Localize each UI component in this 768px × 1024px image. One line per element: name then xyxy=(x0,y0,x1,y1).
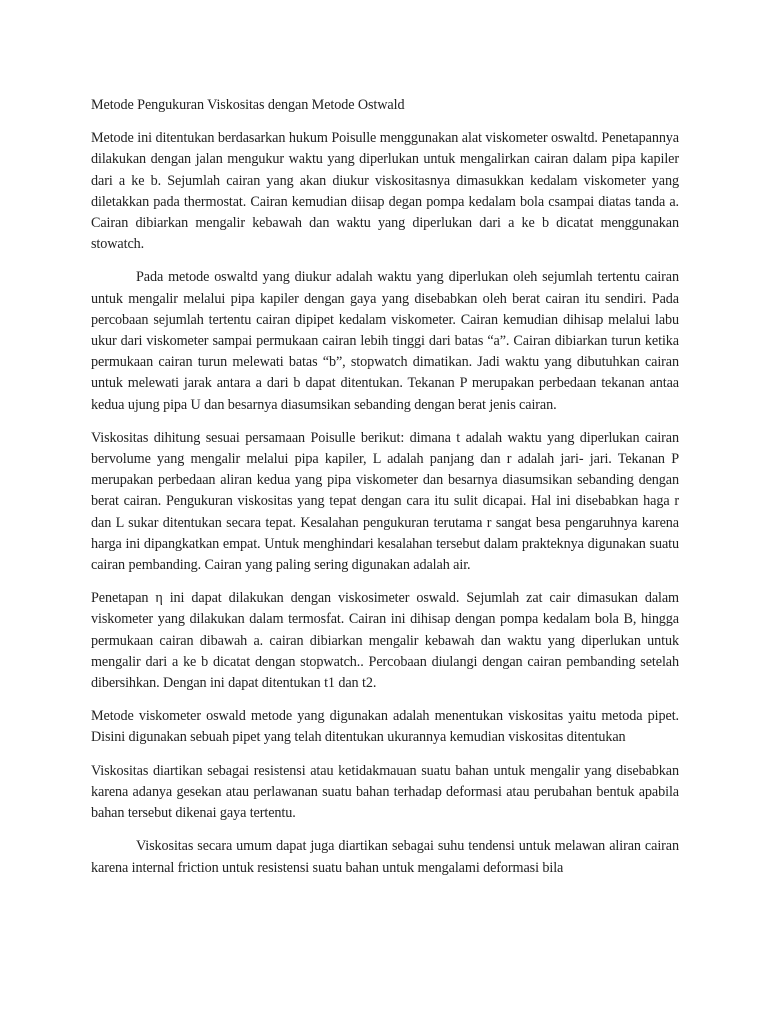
paragraph-viscosity-definition: Viskositas diartikan sebagai resistensi atau ketidakmauan suatu bahan untuk mengalir yang disebabkan karena adanya gesekan atau perlawanan suatu bahan terhadap deformasi atau perubahan bentuk apabila bahan tersebut dikenai gaya tertentu. xyxy=(91,762,679,822)
paragraph-ostwald-principle: Metode ini ditentukan berdasarkan hukum Poisulle menggunakan alat viskometer oswaltd. Penetapannya dilakukan dengan jalan mengukur waktu yang diperlukan untuk mengalirkan cairan dalam pipa kapiler dari a ke b. Sejumlah cairan yang akan diukur viskositasnya dimasukkan kedalam viskometer yang diletakkan pada thermostat. Cairan kemudian diisap degan pompa kedalam bola csampai diatas tanda a. Cairan dibiarkan mengalir kebawah dan waktu yang diperlukan dari a ke b dicatat menggunakan stowatch. xyxy=(91,130,679,253)
paragraph-eta-determination: Penetapan η ini dapat dilakukan dengan viskosimeter oswald. Sejumlah zat cair dimasukan dalam viskometer yang dilakukan dalam termosfat. Cairan ini dihisap dengan pompa kedalam bola B, hingga permukaan cairan dibawah a. cairan dibiarkan mengalir kebawah dan waktu yang diperlukan untuk mengalir dari a ke b dicatat dengan stopwatch.. Percobaan diulangi dengan cairan pembanding setelah dibersihkan. Dengan ini dapat ditentukan t1 dan t2. xyxy=(91,590,679,692)
paragraph-poiseuille-equation: Viskositas dihitung sesuai persamaan Poisulle berikut: dimana t adalah waktu yang diperlukan cairan bervolume yang mengalir melalui pipa kapiler, L adalah panjang dan r adalah jari- jari. Tekanan P merupakan perbedaan aliran kedua yang pipa viskometer dan besarnya diasumsikan sebanding dengan berat cairan. Pengukuran viskositas yang tepat dengan cara itu sulit dicapai. Hal ini disebabkan haga r dan L sukar ditentukan secara tepat. Kesalahan pengukuran terutama r sangat besa pengaruhnya karena harga ini dipangkatkan empat. Untuk menghindari kesalahan tersebut dalam prakteknya digunakan suatu cairan pembanding. Cairan yang paling sering digunakan adalah air. xyxy=(91,429,679,574)
paragraph-viscosity-general: Viskositas secara umum dapat juga diartikan sebagai suhu tendensi untuk melawan aliran cairan karena internal friction untuk resistensi suatu bahan untuk mengalami deformasi bila xyxy=(91,838,679,876)
paragraph-ostwald-procedure: Pada metode oswaltd yang diukur adalah waktu yang diperlukan oleh sejumlah tertentu cairan untuk mengalir melalui pipa kapiler dengan gaya yang disebabkan oleh berat cairan itu sendiri. Pada percobaan sejumlah tertentu cairan dipipet kedalam viskometer. Cairan kemudian dihisap melalui labu ukur dari viskometer sampai permukaan cairan lebih tinggi dari batas “a”. Cairan dibiarkan turun ketika permukaan cairan turun melewati batas “b”, stopwatch dimatikan. Jadi waktu yang dibutuhkan cairan untuk melewati jarak antara a dari b dapat ditentukan. Tekanan P merupakan perbedaan tekanan antaa kedua ujung pipa U dan besarnya diasumsikan sebanding dengan berat jenis cairan. xyxy=(91,269,679,413)
paragraph-pipette-method: Metode viskometer oswald metode yang digunakan adalah menentukan viskositas yaitu metoda pipet. Disini digunakan sebuah pipet yang telah ditentukan ukurannya kemudian viskositas ditentukan xyxy=(91,708,679,746)
document-title: Metode Pengukuran Viskositas dengan Metode Ostwald xyxy=(91,97,405,113)
document-page xyxy=(91,95,679,891)
